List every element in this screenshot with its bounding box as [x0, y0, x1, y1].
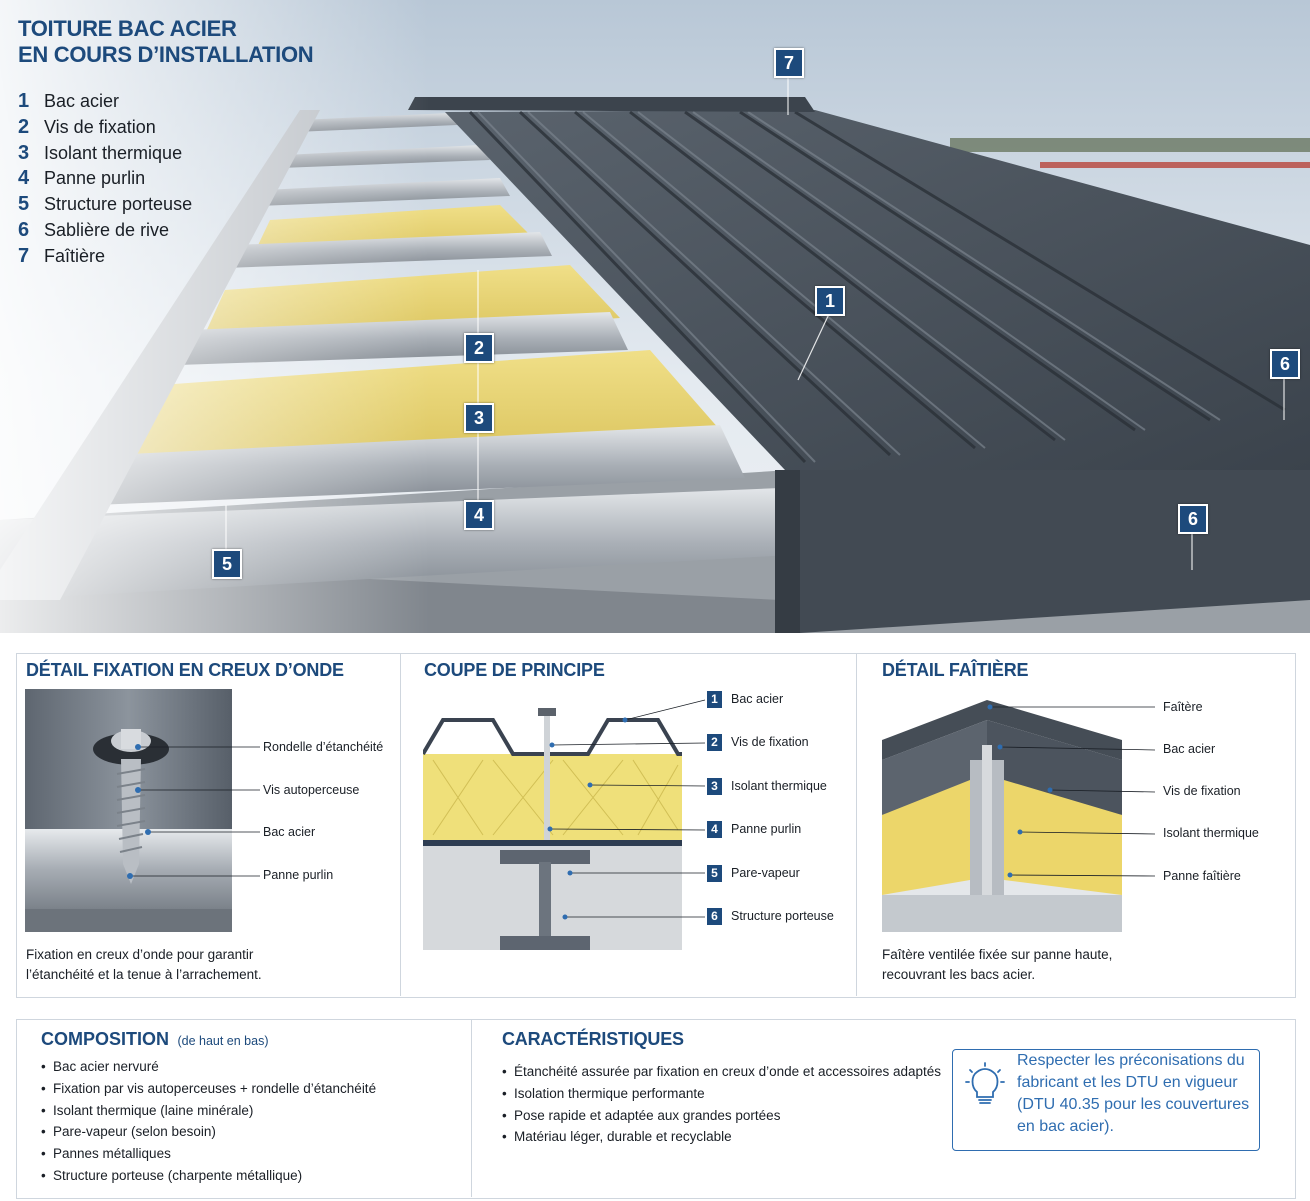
list-item: • Fixation par vis autoperceuses + rondelle d’étanchéité — [41, 1078, 376, 1100]
coupe-num: 6 — [707, 908, 722, 925]
caracteristiques-title: CARACTÉRISTIQUES — [502, 1029, 684, 1049]
faitiere-label-sheet: Bac acier — [1163, 742, 1216, 756]
list-item: • Étanchéité assurée par fixation en creux d’onde et accessoires adaptés — [502, 1061, 941, 1083]
legend-label: Structure porteuse — [44, 194, 193, 215]
composition-heading — [41, 1029, 269, 1050]
divider — [400, 654, 401, 996]
coupe-label: Bac acier — [731, 692, 784, 706]
caption-line: recouvrant les bacs acier. — [882, 967, 1036, 982]
coupe-num: 2 — [707, 734, 722, 751]
faitiere-title: DÉTAIL FAÎTIÈRE — [882, 660, 1029, 680]
caption-line: l’étanchéité et la tenue à l’arrachement. — [26, 967, 262, 982]
tip-box — [952, 1049, 1260, 1151]
legend-item — [18, 193, 192, 219]
coupe-num: 4 — [707, 821, 722, 838]
caption-line: Faîtère ventilée fixée sur panne haute, — [882, 947, 1113, 962]
callout-badge-4: 4 — [464, 500, 494, 530]
callout-badge-2: 2 — [464, 333, 494, 363]
hero-title-line2: EN COURS D’INSTALLATION — [18, 42, 314, 67]
callout-badge-6: 6 — [1178, 504, 1208, 534]
legend-item — [18, 167, 192, 193]
callout-badge-5: 5 — [212, 549, 242, 579]
fixation-label-sheet: Bac acier — [263, 825, 316, 839]
fixation-title: DÉTAIL FIXATION EN CREUX D’ONDE — [26, 660, 344, 680]
faitiere-label-insulation: Isolant thermique — [1163, 826, 1259, 840]
legend-number: 3 — [18, 141, 30, 164]
list-item: • Structure porteuse (charpente métallique) — [41, 1165, 376, 1187]
legend-item — [18, 219, 192, 245]
composition-title: COMPOSITION — [41, 1029, 170, 1049]
hero-title — [18, 16, 313, 68]
coupe-leader-lines — [540, 695, 710, 925]
legend-item — [18, 90, 192, 116]
fixation-label-purlin: Panne purlin — [263, 868, 334, 882]
coupe-label: Vis de fixation — [731, 735, 809, 749]
faitiere-label-screw: Vis de fixation — [1163, 784, 1241, 798]
coupe-label: Structure porteuse — [731, 909, 834, 923]
divider — [471, 1020, 472, 1197]
faitiere-label-cap: Faîtère — [1163, 700, 1203, 714]
coupe-num: 5 — [707, 865, 722, 882]
legend-label: Isolant thermique — [44, 142, 183, 163]
list-item: • Isolant thermique (laine minérale) — [41, 1100, 376, 1122]
legend-number: 7 — [18, 244, 30, 267]
callout-badge-7: 7 — [774, 48, 804, 78]
callout-badge-6-top: 6 — [1270, 349, 1300, 379]
legend-number: 6 — [18, 218, 30, 241]
hero-title-line1: TOITURE BAC ACIER — [18, 16, 237, 41]
list-item: • Bac acier nervuré — [41, 1056, 376, 1078]
coupe-num: 1 — [707, 691, 722, 708]
legend-label: Bac acier — [44, 91, 120, 111]
hero-legend — [18, 90, 192, 271]
coupe-num: 3 — [707, 778, 722, 795]
faitiere-label-purlin: Panne faîtière — [1163, 869, 1241, 883]
callout-badge-3: 3 — [464, 403, 494, 433]
legend-label: Vis de fixation — [44, 116, 156, 137]
fixation-label-screw: Vis autoperceuse — [263, 783, 360, 797]
legend-number: 5 — [18, 193, 30, 216]
legend-label: Sablière de rive — [44, 219, 170, 240]
legend-item — [18, 142, 192, 168]
caption-line: Fixation en creux d’onde pour garantir — [26, 947, 254, 962]
list-item: • Pare-vapeur (selon besoin) — [41, 1121, 376, 1143]
legend-number: 4 — [18, 167, 30, 190]
legend-item — [18, 116, 192, 142]
fixation-label-washer: Rondelle d’étanchéité — [263, 740, 384, 754]
coupe-label: Panne purlin — [731, 822, 802, 836]
faitiere-leader-lines — [980, 700, 1160, 880]
composition-list — [41, 1056, 376, 1187]
list-item: • Isolation thermique performante — [502, 1083, 941, 1105]
coupe-label: Pare-vapeur — [731, 866, 800, 880]
faitiere-caption — [882, 945, 1112, 985]
callout-badge-1: 1 — [815, 286, 845, 316]
legend-number: 1 — [18, 90, 30, 112]
legend-item — [18, 245, 192, 271]
coupe-label: Isolant thermique — [731, 779, 827, 793]
fixation-leader-lines — [100, 740, 265, 890]
legend-label: Faîtière — [44, 245, 106, 266]
coupe-title: COUPE DE PRINCIPE — [424, 660, 605, 680]
list-item: • Matériau léger, durable et recyclable — [502, 1126, 941, 1148]
list-item: • Pannes métalliques — [41, 1143, 376, 1165]
legend-label: Panne purlin — [44, 168, 146, 189]
tip-text: Respecter les préconisations du fabricant et les DTU en vigueur (DTU 40.35 pour les couvertures en bac acier). — [1017, 1052, 1250, 1135]
fixation-caption — [26, 945, 262, 985]
caracteristiques-list — [502, 1061, 941, 1148]
divider — [856, 654, 857, 996]
list-item: • Pose rapide et adaptée aux grandes portées — [502, 1105, 941, 1127]
lightbulb-icon — [965, 1062, 1005, 1108]
composition-subtitle: (de haut en bas) — [177, 1034, 269, 1048]
legend-number: 2 — [18, 115, 30, 138]
